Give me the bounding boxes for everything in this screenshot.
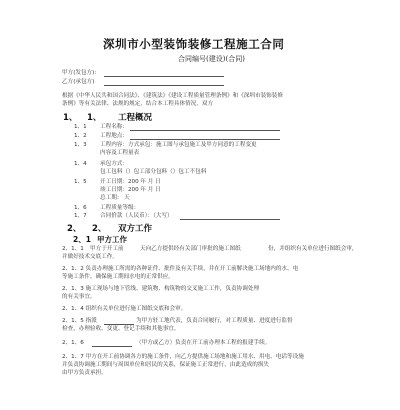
document-subtitle: 合同编号(建设)(合同) — [178, 55, 245, 63]
item-1-1-line — [130, 130, 280, 131]
clause-2-1-5-part-b: 为甲方驻工地代表，负责合同履行，对工程质量、进度进行监督 — [136, 318, 293, 324]
item-1-4-number: 1、4 — [74, 161, 87, 167]
clause-2-1-6-text: （甲方或乙方）负责在开工前办理本工程的报建手续。 — [136, 340, 271, 346]
item-1-5-number: 1、5 — [74, 179, 87, 185]
subsection-2-1-title: 甲方工作 — [97, 235, 127, 244]
party-b-label: 乙方(承包方) — [62, 79, 95, 85]
clause-2-1-1-part-b: 天向乙方提供经有关部门审批的施工图纸 — [140, 246, 241, 252]
section-2-number: 2、 — [67, 224, 82, 234]
clause-2-1-7: 2、1、7 甲方在开工前协调各方的施工条件，向乙方提供施工场地和施工用水、用电、电话等设施 — [62, 354, 304, 360]
clause-2-1-6-number: 2、1、6 — [62, 340, 84, 346]
clause-2-1-2-cont: 等施工条件，确保施工期间水电的正常供应。 — [62, 274, 174, 280]
section-1-number: 1、 — [63, 113, 78, 123]
section-2-title: 双方工作 — [118, 224, 153, 234]
clause-2-1-7-cont-2: 由甲方负责承担。 — [62, 370, 107, 376]
party-a-line — [104, 76, 224, 77]
item-1-3-number: 1、3 — [74, 142, 87, 148]
item-1-2-number: 1、2 — [74, 133, 87, 139]
clause-2-1-2: 2、1、2 负责办理施工所需的各种证件、批件及有关手续，并在开工前解决施工场地内的水、电 — [62, 266, 299, 272]
intro-line-1: 根据《中华人民共和国合同法》、《建筑法》《建设工程质量管理条例》和《深圳市装饰装修 — [62, 93, 283, 99]
item-1-3-text: 工程内容：方式承包：施工图与承包施工及甲方同意的工程变更 — [100, 142, 257, 148]
clause-2-1-5-part-a: 2、1、5 指派 — [62, 318, 97, 324]
section-2-subnumber: 2、 — [92, 224, 107, 234]
clause-2-1-1-number: 2、1、1 — [62, 246, 84, 252]
clause-2-1-1-part-d: 并做好技术交底工作。 — [62, 254, 118, 260]
party-a-label: 甲方(发包方): — [62, 70, 97, 76]
quality-grade-label: 工程质量等级： — [100, 205, 140, 211]
clause-2-1-3-cont: 的有关事宜。 — [62, 294, 96, 300]
contract-price-label: 合同价款（人民币）：（大写） — [100, 213, 173, 219]
clause-2-1-1-part-c: 份，并组织有关单位进行图纸会审， — [268, 246, 358, 252]
item-1-4-label: 承包方式： — [100, 161, 128, 167]
item-1-1-label: 工程名称： — [100, 124, 128, 130]
clause-2-1-4: 2、1、4 组织有关单位进行施工图纸交底和会审。 — [62, 306, 187, 312]
item-1-4-options: 包工包料（）包工部分包料（）包工不包料 — [100, 169, 207, 175]
subsection-2-1-number: 2、1 — [73, 235, 91, 244]
contract-price-line — [180, 219, 280, 220]
representative-line — [104, 324, 134, 325]
item-1-7-number: 1、7 — [74, 213, 87, 219]
item-1-3-text-cont: 内容及工程量表 — [100, 150, 140, 156]
clause-2-1-3: 2、1、3 施工现场与地下管线、建筑物、构筑物的交叉施工工作，负责协调处理 — [62, 286, 260, 292]
item-1-6-number: 1、6 — [74, 205, 87, 211]
section-1-subnumber: 1、 — [87, 113, 102, 123]
section-1-title: 工程概况 — [118, 113, 153, 123]
completion-date: 竣工日期：200 年 月 日 — [100, 187, 161, 193]
total-duration: 总工期： 天 — [100, 195, 130, 201]
clause-2-1-6-line — [92, 346, 132, 347]
clause-2-1-7-cont: 并负责协调施工期间与周围单位和居民的关系，保证施工正常进行，由此造成的损失 — [62, 362, 269, 368]
item-1-2-label: 工程地点： — [100, 133, 128, 139]
clause-2-1-1-part-a: 甲方于开工前 — [90, 246, 124, 252]
start-date: 开工日期：200 年 月 日 — [100, 179, 161, 185]
party-b-line — [104, 85, 224, 86]
clause-2-1-5-part-c: 检查，办理验收、变更、登记手续和其他事宜。 — [62, 326, 180, 332]
intro-line-2: 条例》等有关法律、法规的规定，结合本工程具体情况，双方 — [62, 101, 214, 107]
document-title: 深圳市小型装饰装修工程施工合同 — [103, 37, 285, 51]
item-1-2-line — [130, 139, 280, 140]
item-1-1-number: 1、1 — [74, 124, 87, 130]
